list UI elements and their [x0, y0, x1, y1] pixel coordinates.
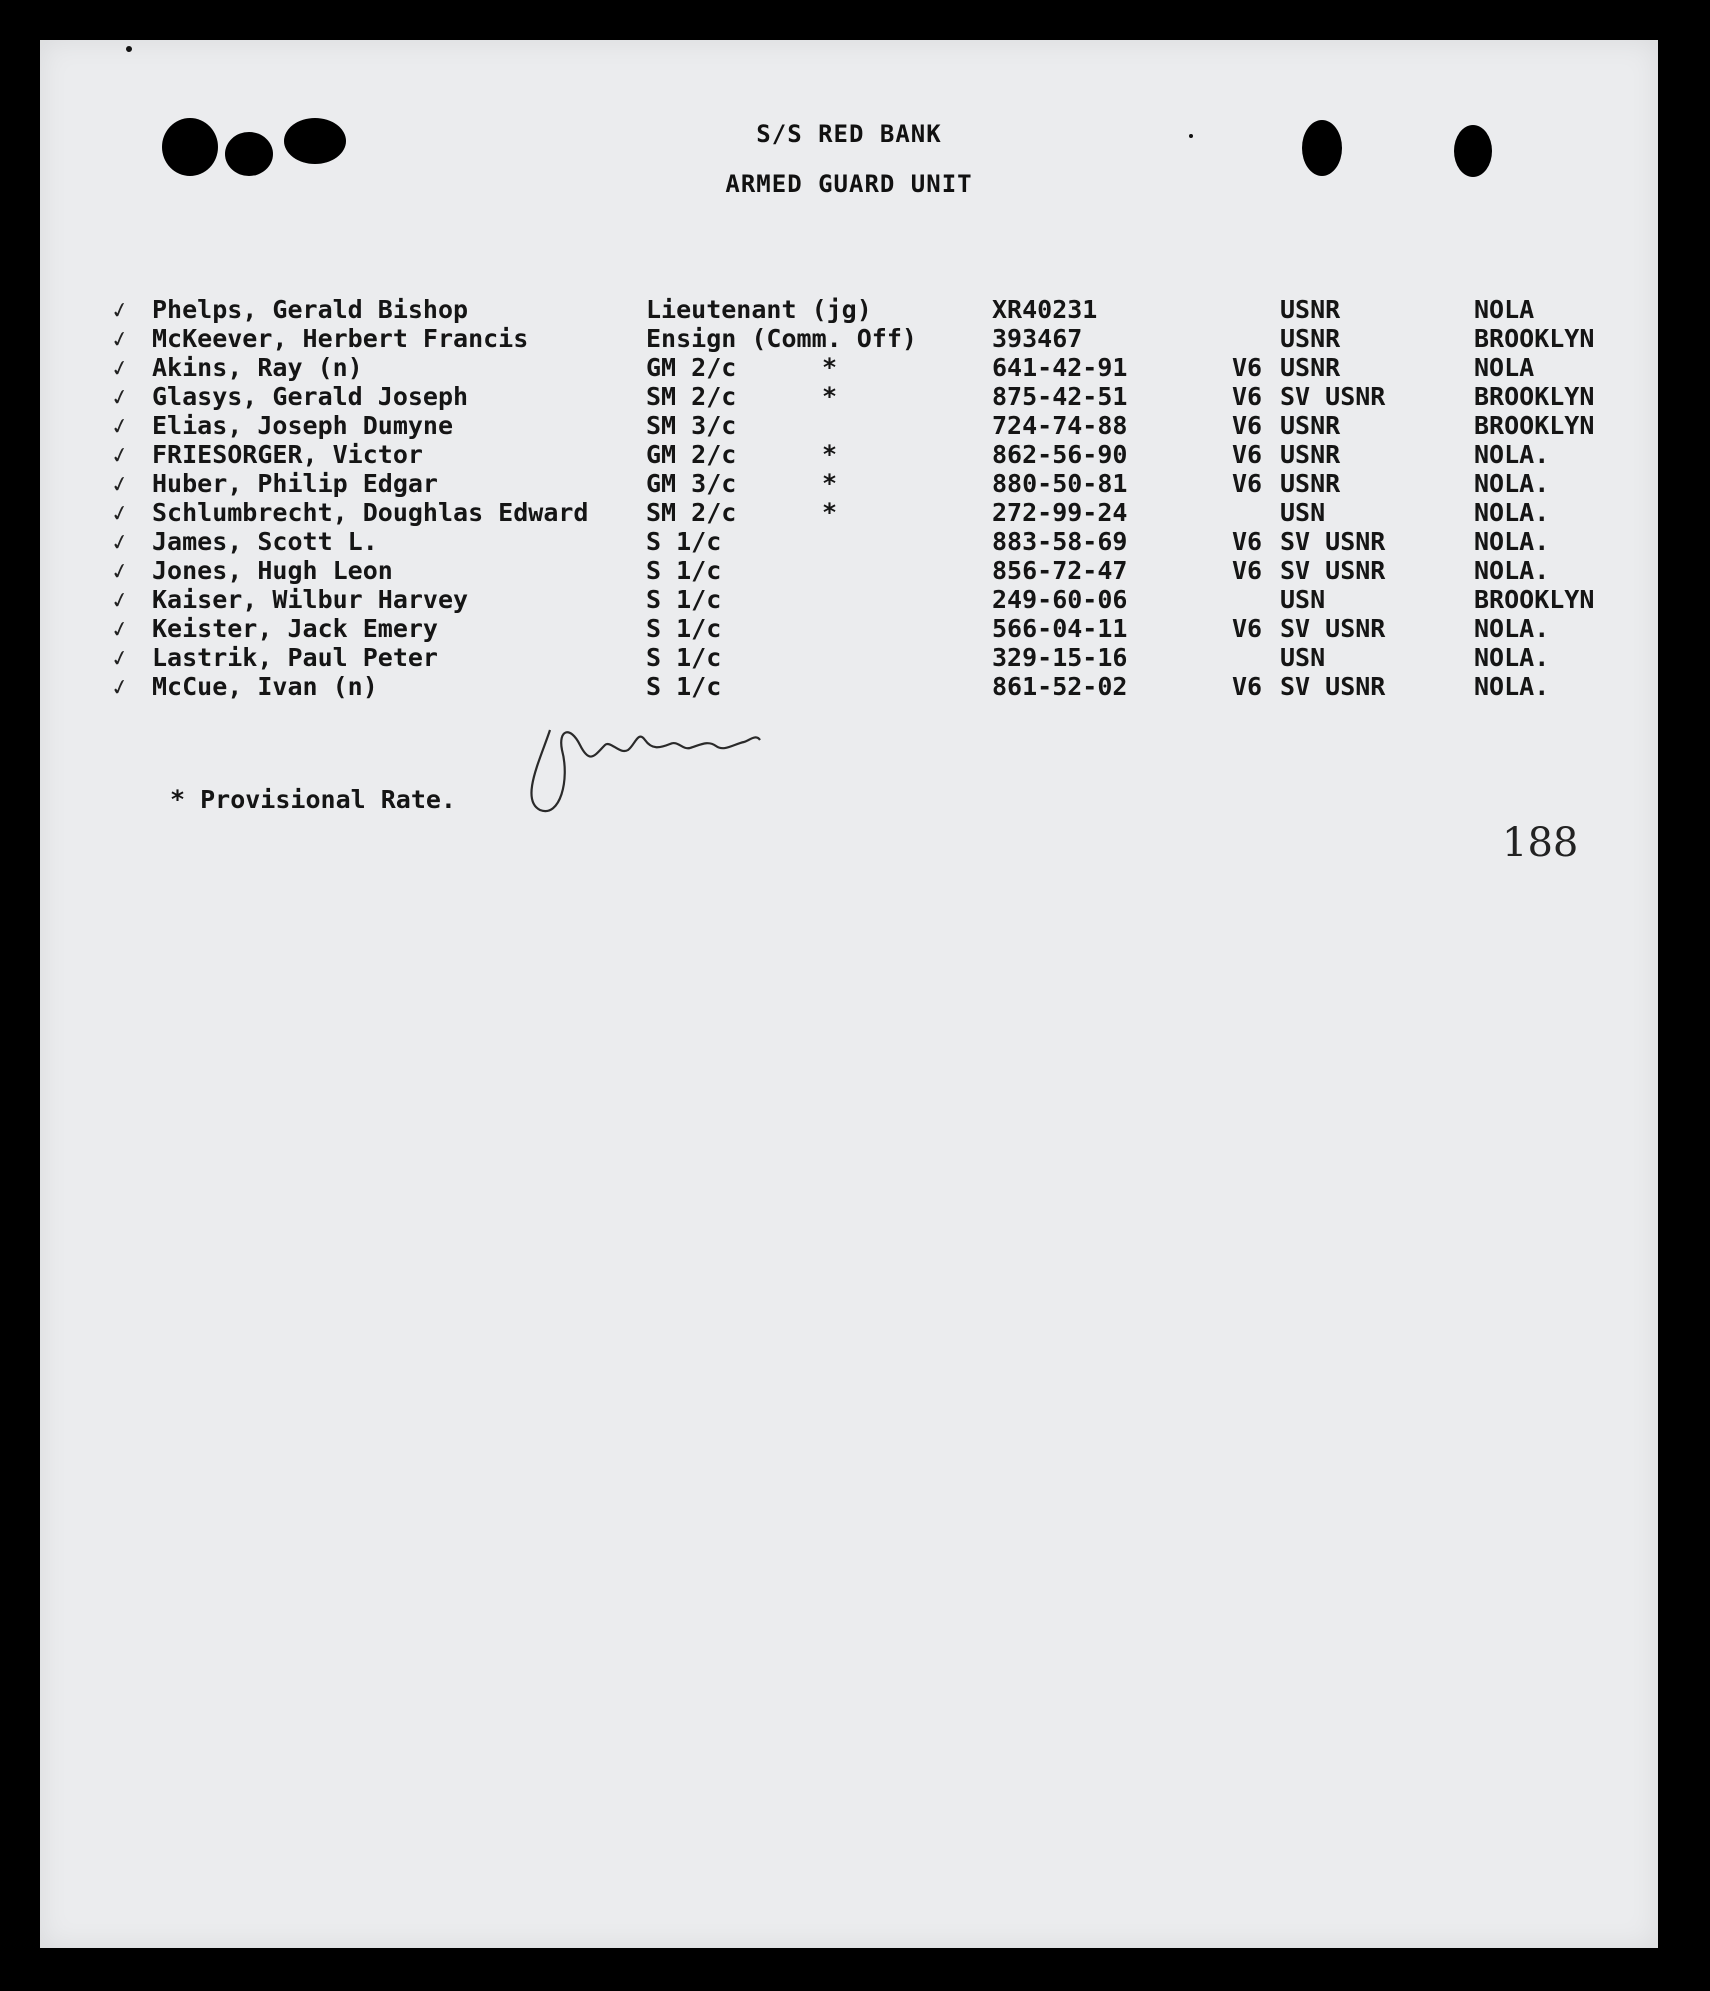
roster-name: Kaiser, Wilbur Harvey: [152, 585, 469, 614]
roster-port: NOLA.: [1474, 643, 1550, 672]
roster-port: NOLA.: [1474, 440, 1550, 469]
document-title: S/S RED BANK: [756, 120, 942, 148]
signature: [510, 700, 810, 820]
check-mark: ✓: [109, 380, 130, 413]
roster-status: SV USNR: [1280, 382, 1386, 411]
roster-service-number: 724-74-88: [992, 411, 1128, 440]
roster-service-number: 862-56-90: [992, 440, 1128, 469]
roster-rate: GM 2/c: [646, 440, 737, 469]
roster-port: NOLA.: [1474, 527, 1550, 556]
roster-status: USNR: [1280, 469, 1341, 498]
roster-service-number: 329-15-16: [992, 643, 1128, 672]
roster-service-number: 393467: [992, 324, 1083, 353]
check-mark: ✓: [109, 322, 130, 355]
roster-rate: Lieutenant (jg): [646, 295, 872, 324]
roster-port: BROOKLYN: [1474, 585, 1595, 614]
roster-status: USNR: [1280, 440, 1341, 469]
roster-service-number: 641-42-91: [992, 353, 1128, 382]
roster-service-number: 880-50-81: [992, 469, 1128, 498]
check-mark: ✓: [109, 583, 130, 616]
roster-rate: S 1/c: [646, 585, 722, 614]
roster-status: USN: [1280, 498, 1326, 527]
roster-service-number: 875-42-51: [992, 382, 1128, 411]
check-mark: ✓: [109, 554, 130, 587]
roster-port: NOLA.: [1474, 672, 1550, 701]
roster-port: NOLA: [1474, 353, 1535, 382]
roster-rate: S 1/c: [646, 527, 722, 556]
roster-class: V6: [1232, 556, 1263, 585]
roster-port: BROOKLYN: [1474, 411, 1595, 440]
roster-provisional-mark: *: [822, 498, 838, 527]
roster-status: USNR: [1280, 295, 1341, 324]
roster-port: NOLA.: [1474, 469, 1550, 498]
roster-port: NOLA: [1474, 295, 1535, 324]
roster-status: SV USNR: [1280, 672, 1386, 701]
roster-status: USNR: [1280, 324, 1341, 353]
roster-service-number: 861-52-02: [992, 672, 1128, 701]
check-mark: ✓: [109, 670, 130, 703]
roster-rate: GM 2/c: [646, 353, 737, 382]
roster-provisional-mark: *: [822, 469, 838, 498]
roster-name: FRIESORGER, Victor: [152, 440, 423, 469]
roster-class: V6: [1232, 469, 1263, 498]
check-mark: ✓: [109, 641, 130, 674]
roster-rate: SM 2/c: [646, 382, 737, 411]
roster-provisional-mark: *: [822, 382, 838, 411]
roster-rate: SM 3/c: [646, 411, 737, 440]
speck: [126, 46, 132, 52]
roster-port: NOLA.: [1474, 498, 1550, 527]
roster-name: Keister, Jack Emery: [152, 614, 438, 643]
roster-rate: SM 2/c: [646, 498, 737, 527]
check-mark: ✓: [109, 293, 130, 326]
roster-name: James, Scott L.: [152, 527, 378, 556]
roster-rate: GM 3/c: [646, 469, 737, 498]
roster-status: SV USNR: [1280, 614, 1386, 643]
roster-service-number: 566-04-11: [992, 614, 1128, 643]
roster-status: USN: [1280, 643, 1326, 672]
footnote: * Provisional Rate.: [170, 785, 456, 814]
check-mark: ✓: [109, 409, 130, 442]
roster-service-number: 249-60-06: [992, 585, 1128, 614]
roster-class: V6: [1232, 527, 1263, 556]
roster-class: V6: [1232, 672, 1263, 701]
roster-provisional-mark: *: [822, 440, 838, 469]
roster-name: Lastrik, Paul Peter: [152, 643, 438, 672]
roster-status: USNR: [1280, 411, 1341, 440]
roster-service-number: 856-72-47: [992, 556, 1128, 585]
roster-service-number: 272-99-24: [992, 498, 1128, 527]
document-page: [40, 40, 1658, 1948]
roster-name: Phelps, Gerald Bishop: [152, 295, 469, 324]
roster-name: Akins, Ray (n): [152, 353, 363, 382]
roster-class: V6: [1232, 411, 1263, 440]
roster-name: Huber, Philip Edgar: [152, 469, 438, 498]
check-mark: ✓: [109, 525, 130, 558]
document-subtitle: ARMED GUARD UNIT: [725, 170, 973, 198]
roster-rate: S 1/c: [646, 672, 722, 701]
roster-name: McKeever, Herbert Francis: [152, 324, 529, 353]
roster-service-number: 883-58-69: [992, 527, 1128, 556]
roster-name: McCue, Ivan (n): [152, 672, 378, 701]
roster-port: NOLA.: [1474, 556, 1550, 585]
check-mark: ✓: [109, 351, 130, 384]
check-mark: ✓: [109, 496, 130, 529]
roster-port: BROOKLYN: [1474, 382, 1595, 411]
roster-name: Glasys, Gerald Joseph: [152, 382, 469, 411]
roster-rate: S 1/c: [646, 556, 722, 585]
check-mark: ✓: [109, 467, 130, 500]
roster-class: V6: [1232, 382, 1263, 411]
roster-service-number: XR40231: [992, 295, 1098, 324]
roster-status: USN: [1280, 585, 1326, 614]
roster-port: BROOKLYN: [1474, 324, 1595, 353]
check-mark: ✓: [109, 612, 130, 645]
roster-provisional-mark: *: [822, 353, 838, 382]
check-mark: ✓: [109, 438, 130, 471]
roster-class: V6: [1232, 440, 1263, 469]
roster-status: SV USNR: [1280, 527, 1386, 556]
roster-status: USNR: [1280, 353, 1341, 382]
roster-name: Schlumbrecht, Doughlas Edward: [152, 498, 589, 527]
roster-name: Jones, Hugh Leon: [152, 556, 393, 585]
roster-status: SV USNR: [1280, 556, 1386, 585]
page-number: 188: [1502, 820, 1579, 866]
roster-port: NOLA.: [1474, 614, 1550, 643]
roster-rate: S 1/c: [646, 614, 722, 643]
roster-rate: S 1/c: [646, 643, 722, 672]
roster-class: V6: [1232, 353, 1263, 382]
roster-rate: Ensign (Comm. Off): [646, 324, 917, 353]
roster-name: Elias, Joseph Dumyne: [152, 411, 454, 440]
roster-class: V6: [1232, 614, 1263, 643]
